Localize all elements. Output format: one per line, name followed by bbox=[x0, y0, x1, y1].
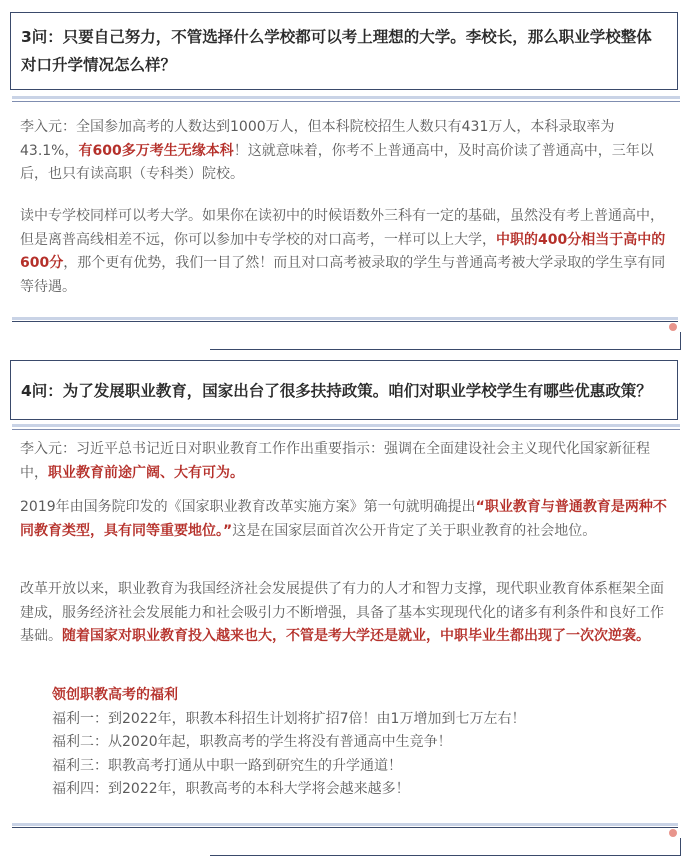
answer-3-paragraph-2: 读中专学校同样可以考大学。如果你在读初中的时候语数外三科有一定的基础，虽然没有考上普通高中，但是离普高线相差不远，你可以参加中专学校的对口高考，一样可以上大学，中职的400分相当于高中的600分，那个更有优势，我们一目了然！而且对口高考被录取的学生与普通高考被大学录取的学生享有同等待遇。 bbox=[20, 208, 666, 295]
dot-ornament bbox=[669, 829, 677, 837]
question-4-text: 4问：为了发展职业教育，国家出台了很多扶持政策。咱们对职业学校学生有哪些优惠政策？ bbox=[21, 382, 652, 400]
highlight-text: 中职的400分相当于高中的600分 bbox=[20, 231, 666, 271]
welfare-item: 福利一：到2022年，职教本科招生计划将扩招7倍！由1万增加到七万左右！ bbox=[52, 710, 526, 727]
question-4-box bbox=[10, 360, 678, 420]
answer-4-paragraph-2: 2019年由国务院印发的《国家职业教育改革实施方案》第一句就明确提出“职业教育与普通教育是两种不同教育类型，具有同等重要地位。”这是在国家层面首次公开肯定了关于职业教育的社会地位。 bbox=[20, 499, 667, 539]
corner-ornament bbox=[210, 349, 681, 350]
question-3-line1: 3问：只要自己努力，不管选择什么学校都可以考上理想的大学。李校长，那么职业学校整体 bbox=[21, 28, 652, 46]
corner-ornament bbox=[680, 838, 681, 856]
divider bbox=[12, 424, 680, 427]
corner-ornament bbox=[680, 332, 681, 350]
answer-4-paragraph-3: 改革开放以来，职业教育为我国经济社会发展提供了有力的人才和智力支撑，现代职业教育体系框架全面建成，服务经济社会发展能力和社会吸引力不断增强，具备了基本实现现代化的诸多有利条件和良好工作基础。随着国家对职业教育投入越来也大，不管是考大学还是就业，中职毕业生都出现了一次次逆袭。 bbox=[20, 581, 664, 644]
welfare-title: 领创职教高考的福利 bbox=[52, 687, 178, 703]
divider bbox=[12, 101, 680, 102]
highlight-text: 职业教育前途广阔、大有可为。 bbox=[48, 464, 244, 481]
section-divider bbox=[12, 827, 678, 828]
section-divider bbox=[12, 317, 678, 320]
dot-ornament bbox=[669, 323, 677, 331]
answer-3-paragraph-1: 李入元：全国参加高考的人数达到1000万人，但本科院校招生人数只有431万人，本科录取率为43.1%，有600多万考生无缘本科！这就意味着，你考不上普通高中，及时高价读了普通高中，三年以后，也只有读高职（专科类）院校。 bbox=[20, 119, 654, 182]
question-3-line2: 对口升学情况怎么样？ bbox=[21, 56, 177, 74]
highlight-text: 有600多万考生无缘本科 bbox=[78, 142, 234, 159]
divider bbox=[12, 96, 680, 99]
welfare-item: 福利三：职教高考打通从中职一路到研究生的升学通道！ bbox=[52, 757, 402, 774]
welfare-item: 福利四：到2022年，职教高考的本科大学将会越来越多！ bbox=[52, 781, 410, 797]
section-divider bbox=[12, 321, 678, 322]
divider bbox=[12, 429, 680, 430]
answer-4-paragraph-1: 李入元：习近平总书记近日对职业教育工作作出重要指示：强调在全面建设社会主义现代化国家新征程中，职业教育前途广阔、大有可为。 bbox=[20, 441, 650, 481]
section-divider bbox=[12, 823, 678, 826]
welfare-item: 福利二：从2020年起，职教高考的学生将没有普通高中生竞争！ bbox=[52, 734, 452, 750]
question-3-box bbox=[10, 12, 678, 90]
highlight-text: “职业教育与普通教育是两种不同教育类型，具有同等重要地位。” bbox=[20, 499, 667, 539]
welfare-section bbox=[52, 684, 672, 802]
highlight-text: 随着国家对职业教育投入越来也大，不管是考大学还是就业，中职毕业生都出现了一次次逆袭。 bbox=[62, 628, 650, 644]
question-3-text bbox=[11, 13, 677, 79]
corner-ornament bbox=[210, 855, 681, 856]
